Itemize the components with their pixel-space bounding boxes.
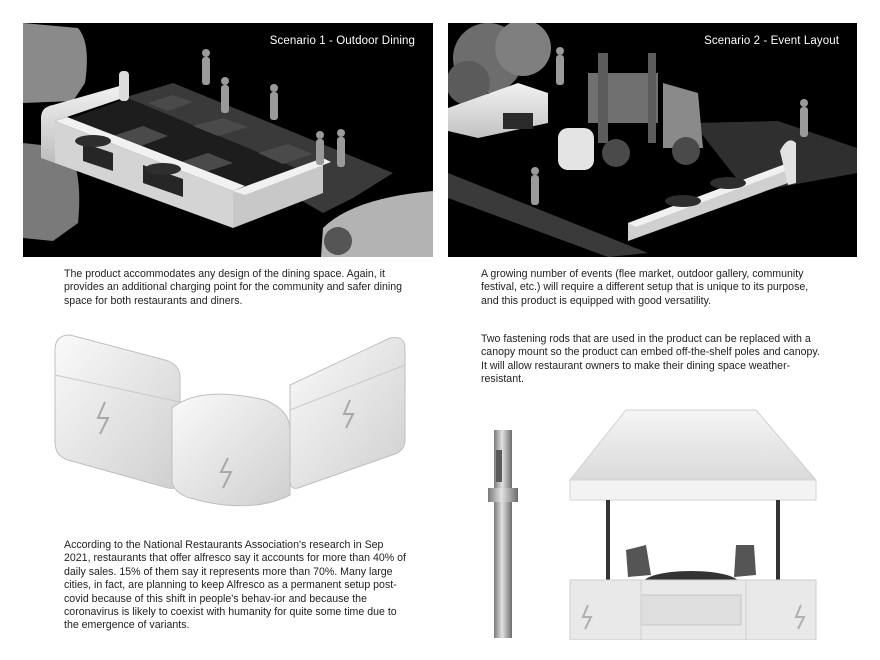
modular-barrier-render [50,330,410,520]
research-text: According to the National Restaurants Association's research in Sep 2021, restaurants that offer alfresco say it accounts for more than 40% of daily sales. 15% of them say it represents more than 70%. Many large cities, in fact, are planning to keep Alfresco as a permanent setup post-covid because of this shift in people's behav-ior and because the coronavirus is likely to coexist with humanity for quite some time due to the emergence of variants. [64,539,406,632]
fastening-rod [480,430,525,638]
scenario-1-caption: The product accommodates any design of the dining space. Again, it provides an additional charging point for the community and safer dining space for both restaurants and diners. [64,268,403,307]
outdoor-dining-scene [23,23,433,257]
scenario-1-render [23,23,433,257]
canopy-setup [566,405,820,640]
scenario-2-render [448,23,857,257]
scenario-2-caption: A growing number of events (flee market, outdoor gallery, community festival, etc.) will require a different setup that is unique to its purpose, and this product is equipped with good versatility. [481,268,809,307]
fastening-rod-render [480,430,525,638]
car-top-left [23,23,87,103]
fastening-text: Two fastening rods that are used in the product can be replaced with a canopy mount so the product can embed off-the-shelf poles and canopy. It will allow restaurant owners to make their dining space weather-resistant. [481,333,820,386]
scenario-1-title: Scenario 1 - Outdoor Dining [269,35,415,47]
barrier-modules [50,330,410,520]
scenario-2-title: Scenario 2 - Event Layout [704,35,839,47]
event-layout-scene [448,23,857,257]
forklift [588,53,703,167]
canopy-render [566,405,820,640]
